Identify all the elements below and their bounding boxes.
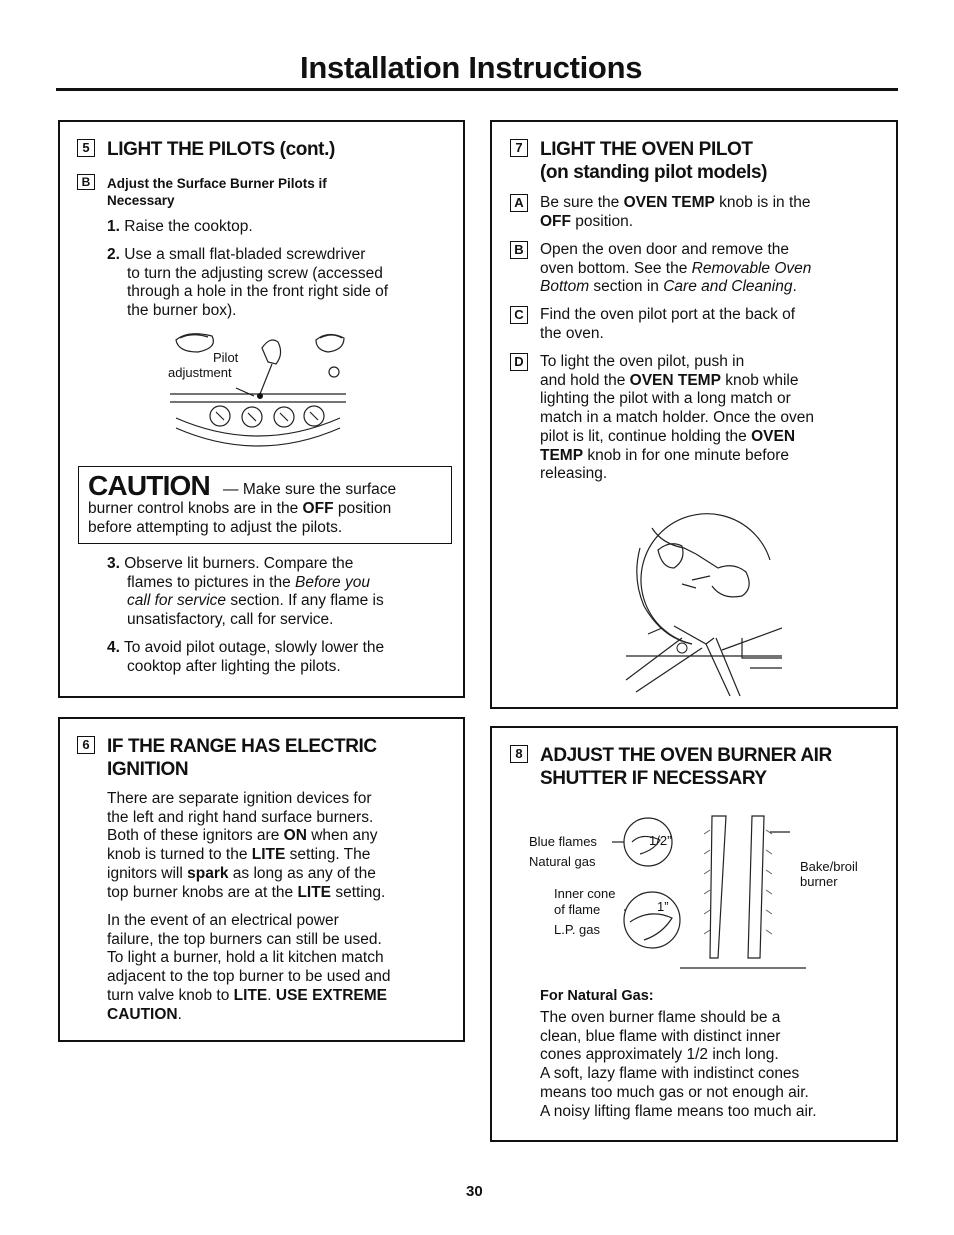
pilot-label-1: Pilot	[213, 350, 239, 365]
step-c: Find the oven pilot port at the back of the oven.	[540, 306, 796, 342]
inner-cone-label: Inner cone	[554, 886, 616, 901]
half-inch-label: 1/2”	[649, 833, 672, 848]
step-1: 1. Raise the cooktop.	[107, 218, 253, 235]
section-6-heading: IF THE RANGE HAS ELECTRIC IGNITION	[107, 736, 377, 780]
section-6-number: 6	[77, 736, 95, 754]
step-b-letter: B	[77, 174, 95, 190]
section-6-paragraph-1: There are separate ignition devices for the left and right hand surface burners. Both of these ignitors are ON when any knob is turned to the LITE setting. The ignitors will spark as long as any of the top burner knobs are at the LITE setting.	[107, 790, 386, 901]
lp-gas-label: L.P. gas	[554, 922, 601, 937]
step-d: To light the oven pilot, push in and hold the OVEN TEMP knob while lighting the pilot with a long match or match in a match holder. Once the oven pilot is lit, continue holding the OVEN TEMP knob in for one minute before releasing.	[540, 353, 814, 483]
section-8-number: 8	[510, 745, 528, 763]
section-7-number: 7	[510, 139, 528, 157]
step-a-letter: A	[510, 194, 528, 212]
one-inch-label: 1”	[657, 899, 669, 914]
step-b-heading: Adjust the Surface Burner Pilots if Necessary	[107, 176, 327, 208]
caution-text-3: before attempting to adjust the pilots.	[88, 519, 343, 536]
blue-flames-label: Blue flames	[529, 834, 597, 849]
section-7-heading: LIGHT THE OVEN PILOT (on standing pilot models)	[540, 139, 768, 183]
caution-text-1: — Make sure the surface	[223, 481, 397, 498]
step-b-oven-letter: B	[510, 241, 528, 259]
pilot-label-2: adjustment	[168, 365, 232, 380]
caution-text-2: burner control knobs are in the OFF position	[88, 500, 392, 517]
section-8-body: The oven burner flame should be a clean, blue flame with distinct inner cones approximately 1/2 inch long. A soft, lazy flame with indistinct cones means too much gas or not enough air. A noisy lifting flame means too much air.	[540, 1009, 817, 1120]
step-a: Be sure the OVEN TEMP knob is in the OFF position.	[540, 194, 811, 230]
burner-label: burner	[800, 874, 838, 889]
caution-word: CAUTION	[88, 470, 210, 501]
page-number: 30	[466, 1183, 483, 1200]
step-b-oven: Open the oven door and remove the oven bottom. See the Removable Oven Bottom section in Care and Cleaning.	[540, 241, 812, 296]
bake-broil-label: Bake/broil	[800, 859, 858, 874]
section-8-heading: ADJUST THE OVEN BURNER AIR SHUTTER IF NECESSARY	[540, 745, 832, 789]
natural-gas-label: Natural gas	[529, 854, 596, 869]
step-d-letter: D	[510, 353, 528, 371]
oven-pilot-illustration	[622, 488, 782, 698]
step-3: 3. Observe lit burners. Compare the flames to pictures in the Before you call for service section. If any flame is unsatisfactory, call for service.	[107, 555, 384, 629]
section-5-number: 5	[77, 139, 95, 157]
of-flame-label: of flame	[554, 902, 601, 917]
section-5-heading: LIGHT THE PILOTS (cont.)	[107, 139, 335, 160]
step-c-letter: C	[510, 306, 528, 324]
natural-gas-subheading: For Natural Gas:	[540, 988, 654, 1004]
cooktop-pilot-illustration	[168, 322, 348, 454]
section-6-paragraph-2: In the event of an electrical power failure, the top burners can still be used. To light a burner, hold a lit kitchen match adjacent to the top burner to be used and turn valve knob to LITE. USE EXTREME CAUTION.	[107, 912, 391, 1023]
title-rule	[56, 88, 898, 91]
step-4: 4. To avoid pilot outage, slowly lower the cooktop after lighting the pilots.	[107, 639, 385, 675]
step-2: 2. Use a small flat-bladed screwdriver to turn the adjusting screw (accessed through a hole in the front right side of the burner box).	[107, 246, 389, 320]
page-title: Installation Instructions	[300, 50, 643, 85]
flame-burner-diagram	[600, 810, 810, 974]
